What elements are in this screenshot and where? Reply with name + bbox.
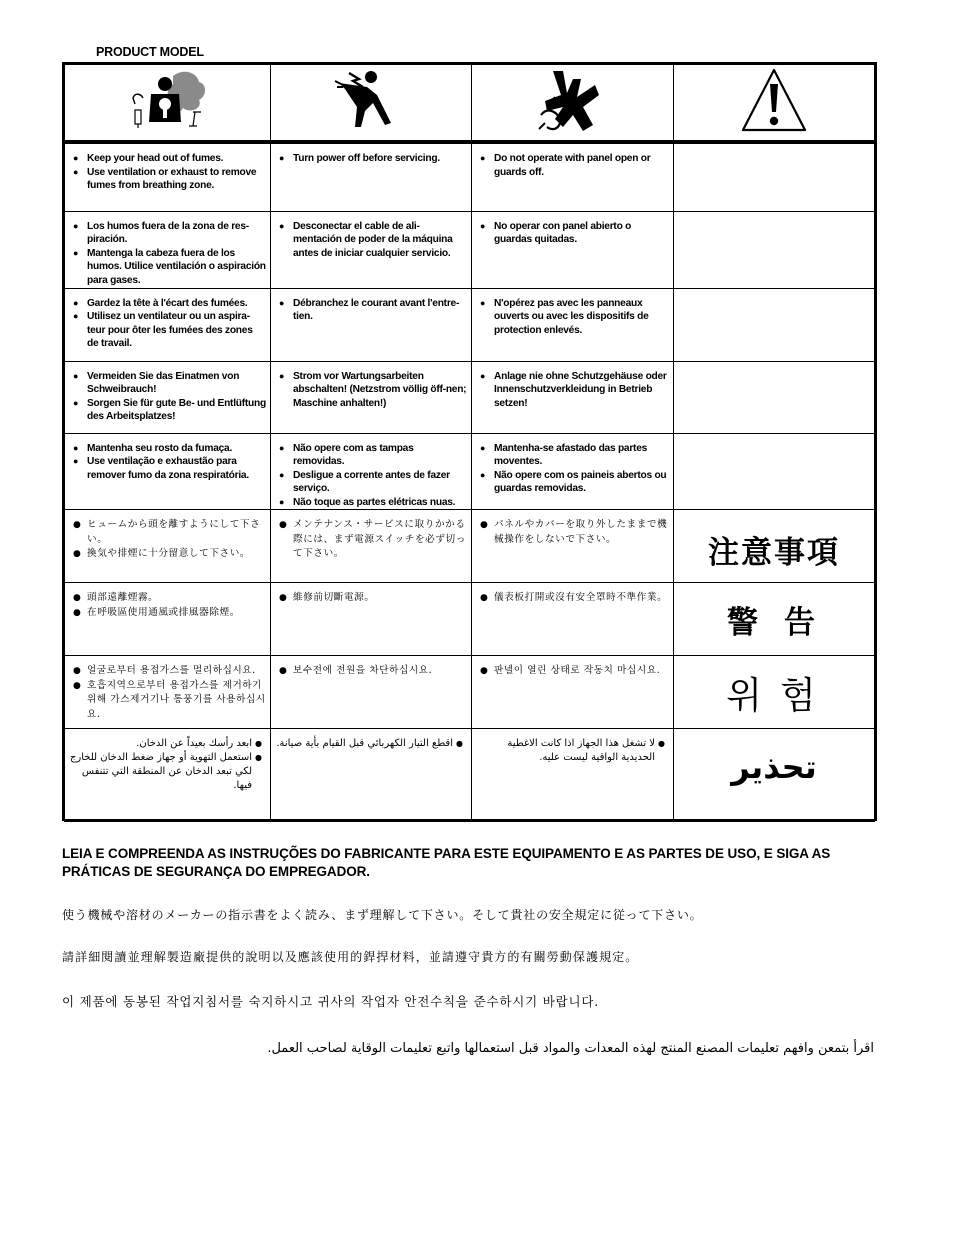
list-item: ● ヒュームから頭を離すようにして下さい。 xyxy=(73,518,266,547)
fumes-icon-cell xyxy=(65,65,271,143)
list-item: ● No operar con panel abierto o guardas quitadas. xyxy=(480,220,669,247)
list-item: ● Desconectar el cable de ali-mentación de poder de la máquina antes de iniciar cualquier servicio. xyxy=(279,220,467,261)
arabic-instruction: اقرأ بتمعن وافهم تعليمات المصنع المنتج لهذه المعدات والمواد قبل استعمالها واتبع تعليمات الوقاية لصاحب العمل. xyxy=(267,1041,874,1056)
electric-shock-icon xyxy=(331,67,411,133)
list-item: ● 호흡지역으로부터 용접가스를 제거하기 위해 가스제거기나 통풍기를 사용하십시요. xyxy=(73,679,266,723)
list-item: ● 판넬이 열린 상태로 작동치 마십시요. xyxy=(480,664,669,679)
empty-cell xyxy=(674,288,875,361)
list-item: ● Sorgen Sie für gute Be- und Entlüftung des Arbeitsplatzes! xyxy=(73,397,266,424)
table-row xyxy=(65,142,875,211)
table-row xyxy=(65,729,875,822)
list-item: ● Do not operate with panel open or guards off. xyxy=(480,152,669,179)
list-item: ● Anlage nie ohne Schutzgehäuse oder Innenschutzverkleidung in Betrieb setzen! xyxy=(480,370,669,411)
list-item: ● 頭部遠離煙霧。 xyxy=(73,591,266,606)
product-model-label: PRODUCT MODEL xyxy=(96,45,204,59)
moving-parts-icon-cell xyxy=(472,65,674,143)
list-item: ● 換気や排煙に十分留意して下さい。 xyxy=(73,547,266,562)
list-item: ● Não opere com as tampas removidas. xyxy=(279,442,467,469)
warning-triangle-icon-cell xyxy=(674,65,875,143)
list-item: ● Los humos fuera de la zona de res-piración. xyxy=(73,220,266,247)
list-item: ● Mantenha seu rosto da fumaça. xyxy=(73,442,266,456)
moving-parts-icon xyxy=(533,65,613,135)
safety-warning-table xyxy=(62,62,877,821)
arabic-warning-heading: تحذير xyxy=(731,748,817,787)
list-item: ● Strom vor Wartungsarbeiten abschalten! (Netzstrom völlig öff-nen; Maschine anhalten!) xyxy=(279,370,467,411)
empty-cell xyxy=(674,211,875,288)
list-item: ● Gardez la tête à l'écart des fumées. xyxy=(73,297,266,311)
list-item: ● 儀表板打開或沒有安全罩時不準作業。 xyxy=(480,591,669,606)
list-item: ● 보수전에 전원을 차단하십시요. xyxy=(279,664,467,679)
list-item: ● اقطع التيار الكهربائي قبل القيام بأية صيانة. xyxy=(275,737,463,751)
list-item: ● Utilisez un ventilateur ou un aspira-teur pour ôter les fumées des zones de travail. xyxy=(73,310,266,351)
list-item: ● Use ventilação e exhaustão para remover fumo da zona respiratória. xyxy=(73,455,266,482)
list-item: ● Não toque as partes elétricas nuas. xyxy=(279,496,467,510)
list-item: ● 얼굴로부터 용접가스를 멀리하십시요. xyxy=(73,664,266,679)
list-item: ● لا تشغل هذا الجهاز اذا كانت الاغطية الحديدية الواقية ليست عليه. xyxy=(476,737,665,765)
korean-danger-heading: 위험 xyxy=(726,674,834,718)
english-fumes-text xyxy=(65,144,270,193)
table-row xyxy=(65,656,875,729)
empty-cell xyxy=(674,433,875,510)
table-row xyxy=(65,361,875,433)
korean-instruction: 이 제품에 동봉된 작업지침서를 숙지하시고 귀사의 작업자 안전수칙을 준수하시기 바랍니다. xyxy=(62,994,599,1009)
fumes-icon xyxy=(125,66,211,134)
chinese-instruction: 請詳細閱讀並理解製造廠提供的說明以及應該使用的銲捍材料，並請遵守貴方的有關勞動保護規定。 xyxy=(62,950,639,964)
list-item: ● 在呼吸區使用通風或排風器除煙。 xyxy=(73,606,266,621)
list-item: ● Desligue a corrente antes de fazer serviço. xyxy=(279,469,467,496)
japanese-instruction: 使う機械や溶材のメーカーの指示書をよく読み、まず理解して下さい。そして貴社の安全規定に従って下さい。 xyxy=(62,908,703,922)
electric-shock-icon-cell xyxy=(271,65,472,143)
list-item: ● メンテナンス・サービスに取りかかる際には、まず電源スイッチを必ず切って下さい。 xyxy=(279,518,467,562)
table-row xyxy=(65,433,875,510)
list-item: ● Turn power off before servicing. xyxy=(279,152,467,166)
list-item: ● 維修前切斷電源。 xyxy=(279,591,467,606)
list-item: ● パネルやカバーを取り外したままで機械操作をしないで下さい。 xyxy=(480,518,669,547)
list-item: ● Não opere com os paineis abertos ou guardas removidas. xyxy=(480,469,669,496)
japanese-caution-heading: 注意事項 xyxy=(708,534,840,571)
list-item: ● Keep your head out of fumes. xyxy=(73,152,266,166)
table-row xyxy=(65,510,875,583)
list-item: ● Vermeiden Sie das Einatmen von Schweibrauch! xyxy=(73,370,266,397)
list-item: ● استعمل التهوية أو جهاز ضغط الدخان للخارج لكي تبعد الدخان عن المنطقة التي تتنفس فيها. xyxy=(69,751,262,793)
portuguese-instruction: LEIA E COMPREENDA AS INSTRUÇÕES DO FABRICANTE PARA ESTE EQUIPAMENTO E AS PARTES DE USO, E SIGA AS PRÁTICAS DE SEGURANÇA DO EMPREGADOR. xyxy=(62,846,831,879)
list-item: ● Use ventilation or exhaust to remove fumes from breathing zone. xyxy=(73,166,266,193)
table-row xyxy=(65,583,875,656)
empty-cell xyxy=(674,142,875,211)
chinese-warning-heading: 警告 xyxy=(727,604,841,641)
list-item: ● ابعد رأسك بعيداً عن الدخان. xyxy=(69,737,262,751)
list-item: ● Mantenha-se afastado das partes moventes. xyxy=(480,442,669,469)
table-row xyxy=(65,211,875,288)
list-item: ● N'opérez pas avec les panneaux ouverts ou avec les dispositifs de protection enlevés. xyxy=(480,297,669,338)
table-row xyxy=(65,288,875,361)
list-item: ● Mantenga la cabeza fuera de los humos. Utilice ventilación o aspiración para gases. xyxy=(73,247,266,288)
warning-triangle-icon xyxy=(739,66,809,134)
empty-cell xyxy=(674,361,875,433)
list-item: ● Débranchez le courant avant l'entre-tien. xyxy=(279,297,467,324)
